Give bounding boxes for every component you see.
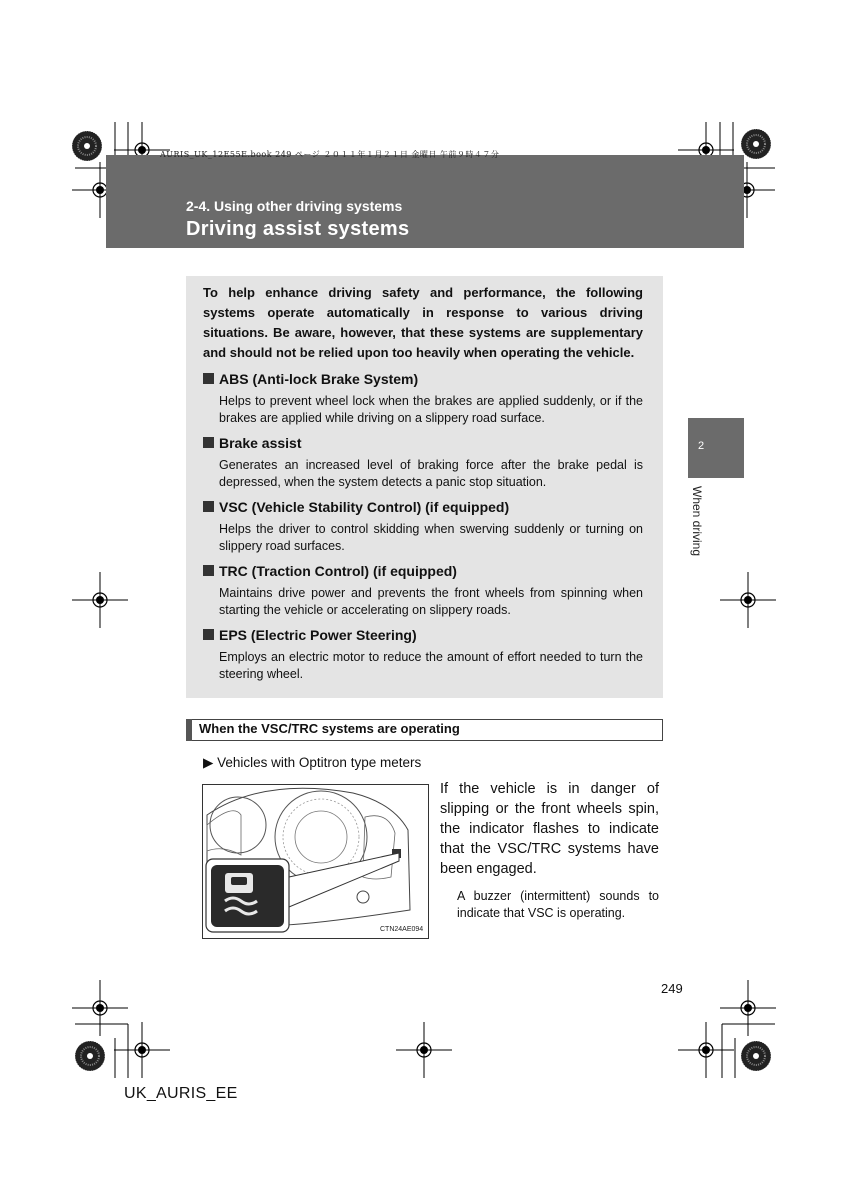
- chapter-number: 2: [698, 440, 705, 452]
- bullet-square-icon: [203, 373, 214, 384]
- bullet-square-icon: [203, 501, 214, 512]
- instrument-cluster-illustration: [202, 784, 429, 939]
- system-title-abs: ABS (Anti-lock Brake System): [203, 371, 418, 387]
- system-desc-vsc: Helps the driver to control skidding when swerving suddenly or turning on slippery road surfaces.: [219, 522, 643, 553]
- vsc-trc-explanation: If the vehicle is in danger of slipping or the front wheels spin, the indicator flashes to indicate that the VSC/TRC systems have been engaged.: [440, 781, 659, 877]
- page-number: 249: [661, 981, 683, 996]
- system-title-vsc: VSC (Vehicle Stability Control) (if equipped): [203, 499, 509, 515]
- bullet-square-icon: [203, 437, 214, 448]
- vehicle-note: ▶ Vehicles with Optitron type meters: [203, 755, 422, 770]
- chapter-side-tab: [688, 418, 744, 478]
- system-title-trc: TRC (Traction Control) (if equipped): [203, 563, 457, 579]
- bullet-square-icon: [203, 565, 214, 576]
- buzzer-note: A buzzer (intermittent) sounds to indicate that VSC is operating.: [457, 889, 659, 920]
- system-title-eps: EPS (Electric Power Steering): [203, 627, 417, 643]
- section-heading: 2-4. Using other driving systems: [186, 198, 403, 214]
- system-title-brake-assist: Brake assist: [203, 435, 302, 451]
- system-desc-eps: Employs an electric motor to reduce the amount of effort needed to turn the steering wheel.: [219, 650, 643, 681]
- instrument-cluster-drawing: [203, 785, 428, 938]
- bullet-square-icon: [203, 629, 214, 640]
- subsection-bar-accent: [186, 719, 192, 741]
- file-info: AURIS_UK_12E55E.book 249 ページ ２０１１年１月２１日 金曜日 午前９時４７分: [160, 150, 500, 159]
- system-desc-trc: Maintains drive power and prevents the front wheels from spinning when starting the vehicle or accelerating on slippery roads.: [219, 586, 643, 617]
- intro-paragraph: To help enhance driving safety and performance, the following systems operate automatically in response to various driving situations. Be aware, however, that these systems are supplementary and should not be relied upon too heavily when operating the vehicle.: [203, 285, 643, 360]
- chapter-label: When driving: [690, 486, 704, 557]
- subsection-title: When the VSC/TRC systems are operating: [199, 721, 460, 736]
- system-desc-brake-assist: Generates an increased level of braking force after the brake pedal is depressed, when the system detects a panic stop situation.: [219, 458, 643, 489]
- system-desc-abs: Helps to prevent wheel lock when the brakes are applied suddenly, or if the brakes are applied while driving on a slippery road surface.: [219, 394, 643, 425]
- footer-label: UK_AURIS_EE: [124, 1085, 238, 1102]
- illustration-code: CTN24AE094: [380, 926, 424, 933]
- page-title: Driving assist systems: [186, 218, 410, 240]
